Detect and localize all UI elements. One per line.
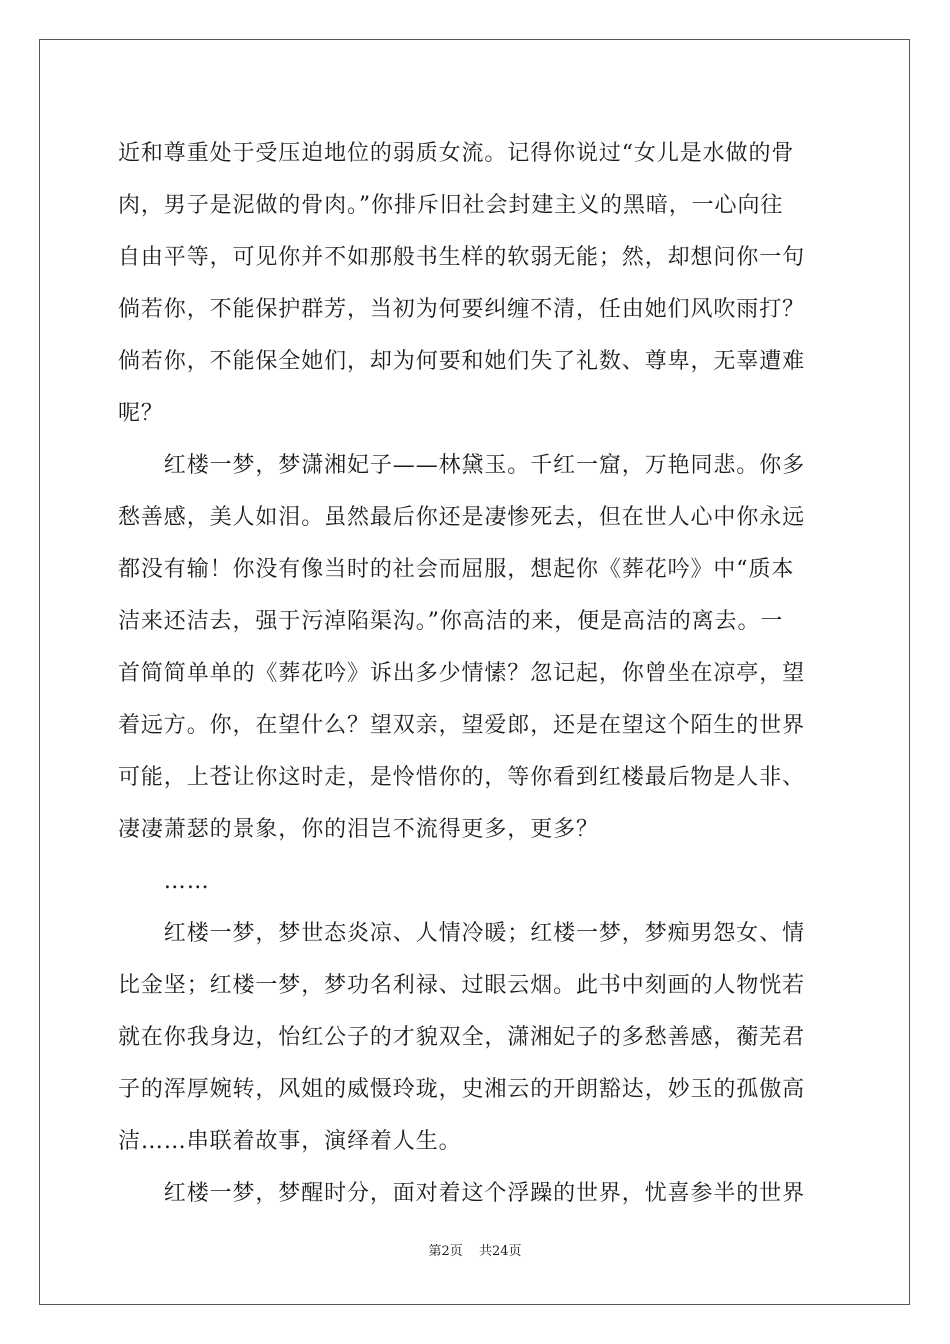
text-line: 洁……串联着故事，演绎着人生。 — [118, 1129, 462, 1154]
text-line: 红楼一梦，梦潇湘妃子——林黛玉。千红一窟，万艳同悲。你多 — [118, 453, 806, 478]
page-footer — [0, 1244, 950, 1260]
text-line: …… — [118, 869, 210, 894]
text-line: 倘若你，不能保全她们，却为何要和她们失了礼数、尊卑，无辜遭难 — [118, 349, 806, 374]
text-line: 就在你我身边，怡红公子的才貌双全，潇湘妃子的多愁善感，蘅芜君 — [118, 1025, 806, 1050]
text-line: 比金坚；红楼一梦，梦功名利禄、过眼云烟。此书中刻画的人物恍若 — [118, 973, 806, 998]
text-line: 近和尊重处于受压迫地位的弱质女流。记得你说过“女儿是水做的骨 — [118, 141, 795, 166]
text-line: 首简简单单的《葬花吟》诉出多少情愫？忽记起，你曾坐在凉亭，望 — [118, 661, 806, 686]
text-line: 洁来还洁去，强于污淖陷渠沟。”你高洁的来，便是高洁的离去。一 — [118, 609, 784, 634]
text-line: 肉，男子是泥做的骨肉。”你排斥旧社会封建主义的黑暗，一心向往 — [118, 193, 784, 218]
text-line: 红楼一梦，梦世态炎凉、人情冷暖；红楼一梦，梦痴男怨女、情 — [118, 921, 806, 946]
text-line: 呢？ — [118, 401, 164, 426]
text-line: 愁善感，美人如泪。虽然最后你还是凄惨死去，但在世人心中你永远 — [118, 505, 806, 530]
text-line: 倘若你，不能保护群芳，当初为何要纠缠不清，任由她们风吹雨打？ — [118, 297, 806, 322]
text-line: 可能，上苍让你这时走，是怜惜你的，等你看到红楼最后物是人非、 — [118, 765, 806, 790]
text-line: 自由平等，可见你并不如那般书生样的软弱无能；然，却想问你一句 — [118, 245, 806, 270]
text-line: 着远方。你，在望什么？望双亲，望爱郎，还是在望这个陌生的世界 — [118, 713, 806, 738]
text-line: 子的浑厚婉转，风姐的威慑玲珑，史湘云的开朗豁达，妙玉的孤傲高 — [118, 1077, 806, 1102]
text-line: 红楼一梦，梦醒时分，面对着这个浮躁的世界，忧喜参半的世界 — [118, 1181, 806, 1206]
page-total: 共24页 — [478, 1244, 522, 1259]
document-body — [118, 128, 834, 1220]
text-line: 凄凄萧瑟的景象，你的泪岂不流得更多，更多？ — [118, 817, 599, 842]
text-line: 都没有输！你没有像当时的社会而屈服，想起你《葬花吟》中“质本 — [118, 557, 795, 582]
page-number: 第2页 — [428, 1244, 463, 1259]
